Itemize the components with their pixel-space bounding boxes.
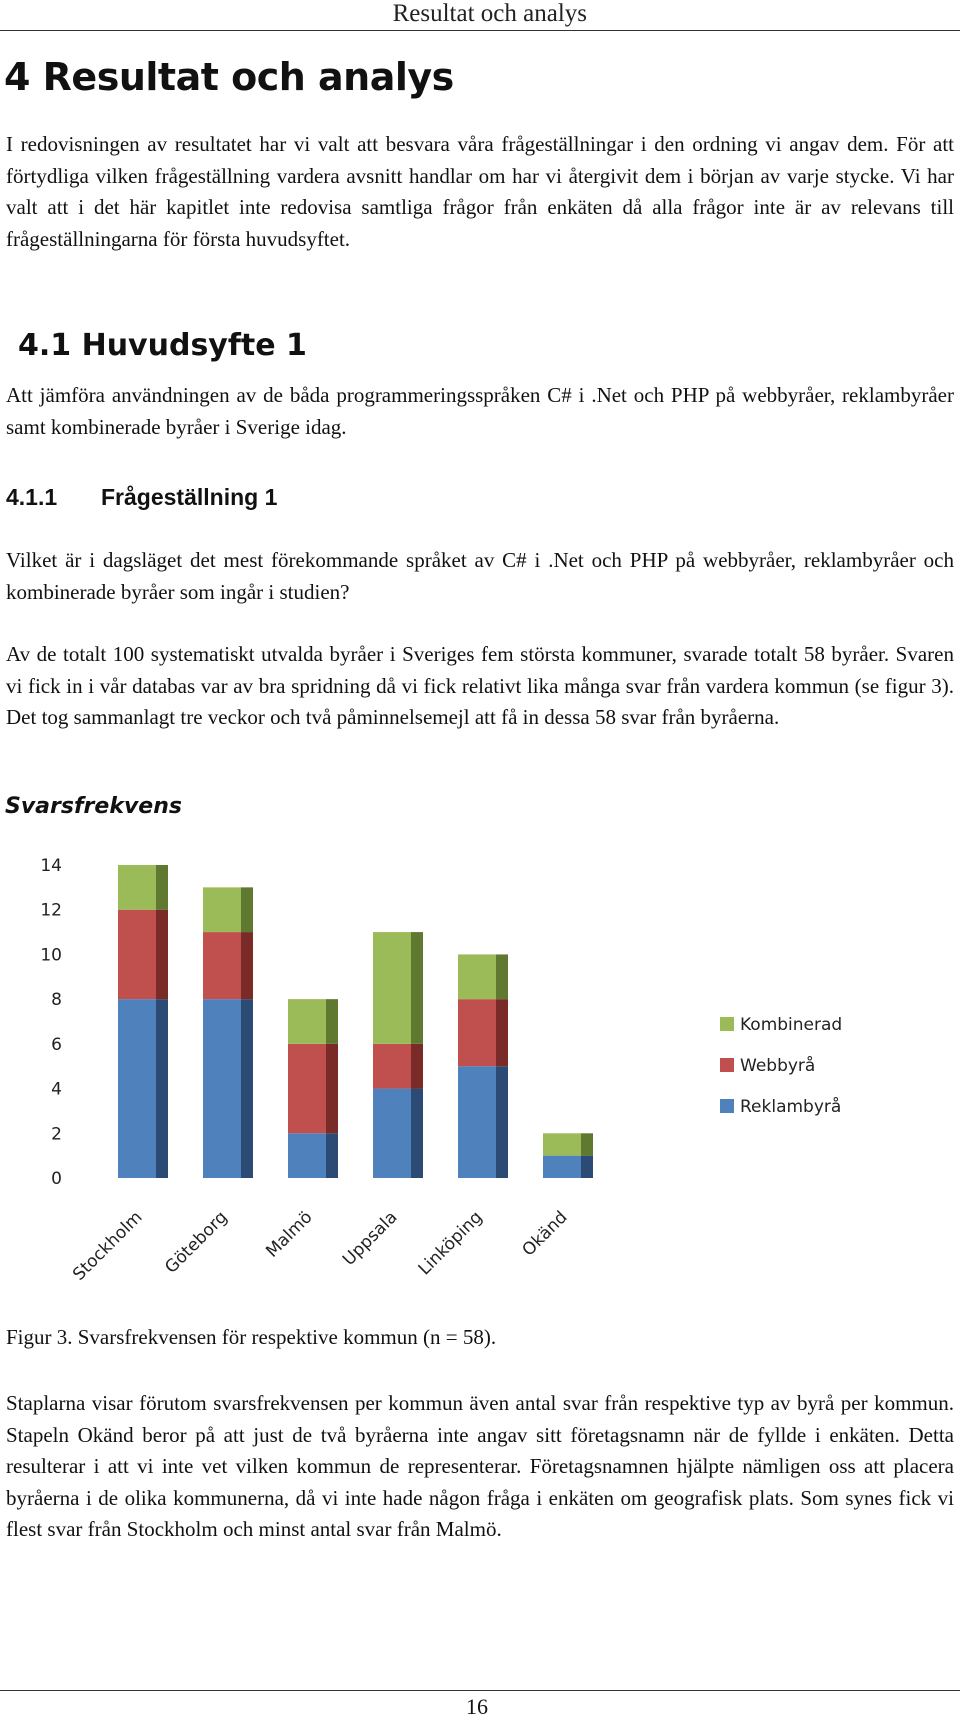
bar-segment-webbyrå [288,1044,326,1133]
figure-caption: Figur 3. Svarsfrekvensen för respektive kommun (n = 58). [6,1325,497,1349]
bar-segment-side [326,1044,338,1133]
bar-segment-side [411,932,423,1044]
bar-segment-webbyrå [458,999,496,1066]
bar-segment-webbyrå [203,932,241,999]
y-tick-label: 10 [40,945,62,966]
x-category-label: Uppsala [338,1207,402,1270]
bar-segment-reklambyrå [288,1133,326,1178]
footer-rule [0,1690,960,1691]
bar-segment-side [241,887,253,932]
closing-paragraph: Staplarna visar förutom svarsfrekvensen per kommun även antal svar från respektive typ av byrå per kommun. Stapeln Okänd beror på att just de två byråerna inte angav sitt företagsnamn när de fyllde i enkäten. Detta resulterar i att vi inte vet vilken kommun de representerar. Företagsnamnen hjälpte nämligen oss att placera byråerna i de olika kommunerna, då vi inte hade någon fråga i enkäten om geografisk plats. Som synes fick vi flest svar från Stockholm och minst antal svar från Malmö. [6,1391,954,1541]
bar-segment-kombinerad [118,865,156,910]
bar-segment-kombinerad [458,954,496,999]
y-tick-label: 8 [51,990,62,1011]
y-tick-label: 2 [51,1124,62,1145]
stacked-bar-chart [0,840,960,1300]
bar-segment-side [496,1066,508,1178]
bar-segment-side [156,865,168,910]
bar-segment-kombinerad [203,887,241,932]
section-paragraph: Att jämföra användningen av de båda programmeringsspråken C# i .Net och PHP på webbyråer, reklambyråer samt kombinerade byråer i Sverige idag. [6,383,954,439]
bar-segment-kombinerad [288,999,326,1044]
x-category-label: Malmö [262,1207,317,1262]
bar-segment-side [326,1133,338,1178]
x-category-label: Stockholm [69,1207,147,1285]
y-tick-label: 14 [40,856,62,876]
legend-label: Reklambyrå [740,1097,842,1117]
x-category-label: Göteborg [161,1207,232,1278]
section-title: 4.1 Huvudsyfte 1 [18,328,307,363]
subsection-title-text: Frågeställning 1 [101,484,278,510]
bar-segment-reklambyrå [543,1156,581,1178]
y-tick-label: 4 [51,1079,62,1100]
bar-segment-webbyrå [118,910,156,999]
y-tick-label: 12 [40,900,62,921]
bar-segment-side [496,999,508,1066]
bar-segment-side [326,999,338,1044]
subsection-title [6,484,277,511]
bar-segment-side [241,932,253,999]
bar-segment-side [156,999,168,1178]
legend-swatch [720,1058,734,1072]
bar-segment-reklambyrå [118,999,156,1178]
question-paragraph: Vilket är i dagsläget det mest förekommande språket av C# i .Net och PHP på webbyråer, reklambyråer och kombinerade byråer som ingår i studien? [6,548,954,604]
y-tick-label: 6 [51,1034,62,1055]
bar-segment-side [411,1089,423,1178]
bar-segment-reklambyrå [203,999,241,1178]
header-rule [0,30,960,31]
bar-segment-reklambyrå [373,1089,411,1178]
x-category-label: Linköping [414,1207,487,1280]
subsection-number: 4.1.1 [6,484,58,510]
bar-segment-side [156,910,168,999]
bar-segment-side [411,1044,423,1089]
legend-swatch [720,1017,734,1031]
bar-segment-kombinerad [543,1133,581,1155]
bar-segment-webbyrå [373,1044,411,1089]
y-tick-label: 0 [51,1169,62,1189]
intro-paragraph: I redovisningen av resultatet har vi valt att besvara våra frågeställningar i den ordning vi angav dem. För att förtydliga vilken frågeställning vardera avsnitt handlar om har vi återgivit dem i början av varje stycke. Vi har valt att i det här kapitlet inte redovisa samtliga frågor från enkäten då alla frågor inte är av relevans till frågeställningarna för första huvudsyftet. [6,132,954,251]
chart-title: Svarsfrekvens [5,794,182,819]
bar-segment-side [241,999,253,1178]
legend-label: Webbyrå [740,1056,816,1076]
chapter-title: 4 Resultat och analys [4,55,454,99]
legend-swatch [720,1099,734,1113]
results-paragraph: Av de totalt 100 systematiskt utvalda byråer i Sveriges fem största kommuner, svarade totalt 58 byråer. Svaren vi fick in i vår databas var av bra spridning då vi fick relativt lika många svar från vardera kommun (se figur 3). Det tog sammanlagt tre veckor och två påminnelsemejl att få in dessa 58 svar från byråerna. [6,642,954,729]
bar-segment-side [496,954,508,999]
page-number: 16 [466,1694,488,1719]
bar-segment-side [581,1156,593,1178]
bar-segment-side [581,1133,593,1155]
running-header: Resultat och analys [392,0,587,27]
legend-label: Kombinerad [740,1015,843,1035]
x-category-label: Okänd [518,1207,572,1261]
bar-segment-kombinerad [373,932,411,1044]
bar-segment-reklambyrå [458,1066,496,1178]
